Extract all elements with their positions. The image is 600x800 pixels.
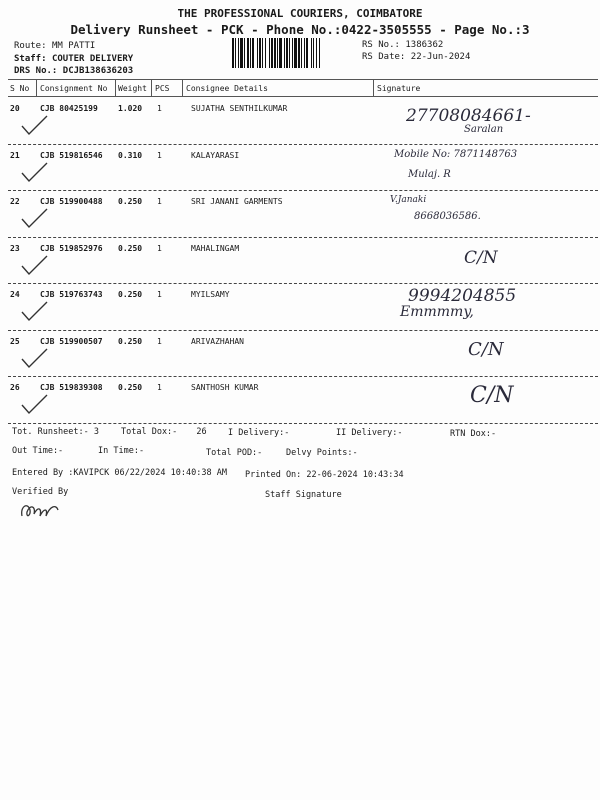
runsheet-title: Delivery Runsheet - PCK - Phone No.:0422-3505555 - Page No.:3 — [70, 22, 530, 37]
check-icon — [20, 254, 50, 276]
table-row — [0, 145, 600, 192]
col-weight-header: Weight — [118, 84, 147, 93]
total-dox-label: Total Dox:- — [121, 427, 178, 437]
table-row — [0, 377, 600, 424]
i-delivery: I Delivery:- — [228, 428, 290, 438]
staff-value: COUTER DELIVERY — [51, 54, 134, 64]
barcode-bar — [265, 38, 266, 68]
rs-no-label: RS No.: — [362, 40, 400, 50]
table-row — [0, 238, 600, 285]
barcode-bar — [244, 38, 245, 68]
row-sno: 20 — [10, 104, 20, 113]
out-time: Out Time:- — [12, 446, 64, 456]
rs-date-label: RS Date: — [362, 52, 406, 62]
row-weight: 1.020 — [118, 104, 143, 113]
table-row — [0, 191, 600, 238]
barcode-bar — [292, 38, 293, 68]
check-icon — [20, 347, 50, 369]
row-consignee: ARIVAZHAHAN — [191, 336, 244, 346]
col-divider — [151, 80, 152, 96]
row-weight: 0.250 — [118, 243, 143, 253]
staff-line — [14, 54, 133, 64]
check-icon — [20, 114, 50, 136]
signature-handwriting: C/N — [464, 247, 498, 268]
table-row — [0, 98, 600, 145]
barcode-bar — [304, 38, 305, 68]
tot-runsheet: Tot. Runsheet:- 3 — [12, 427, 99, 437]
col-sno-header: S No — [10, 84, 30, 93]
row-sno: 24 — [10, 290, 20, 299]
col-divider — [115, 80, 116, 96]
barcode-bar — [284, 38, 285, 68]
row-pcs: 1 — [157, 336, 162, 346]
row-sno: 22 — [10, 197, 20, 206]
check-icon — [20, 207, 50, 229]
route-label: Route: — [14, 41, 47, 51]
check-icon — [20, 393, 50, 415]
col-signature-header: Signature — [377, 84, 421, 93]
col-consignee-header: Consignee Details — [186, 84, 268, 93]
row-consignment-no: CJB 519839308 — [40, 383, 103, 392]
row-consignee: SANTHOSH KUMAR — [191, 383, 259, 392]
barcode-bar — [252, 38, 254, 68]
row-consignee: MAHALINGAM — [191, 243, 240, 253]
row-pcs: 1 — [157, 243, 162, 253]
row-pcs: 1 — [157, 290, 162, 299]
barcode-bar — [271, 38, 273, 68]
barcode-bar — [250, 38, 251, 68]
in-time: In Time:- — [98, 446, 145, 456]
row-sno: 25 — [10, 336, 20, 346]
rs-no-line — [362, 40, 443, 50]
barcode-bar — [240, 38, 243, 68]
row-weight: 0.250 — [118, 336, 143, 346]
row-consignment-no: CJB 519900507 — [40, 336, 103, 346]
drs-label: DRS No.: — [14, 66, 58, 76]
company-name: THE PROFESSIONAL COURIERS, COIMBATORE — [177, 7, 423, 20]
col-consignment-header: Consignment No — [40, 84, 108, 93]
drs-value: DCJB138636203 — [62, 66, 134, 76]
check-stroke — [22, 256, 47, 274]
barcode-bar — [319, 38, 320, 68]
row-consignment-no: CJB 519900488 — [40, 197, 103, 206]
row-consignment-no: CJB 519852976 — [40, 243, 103, 253]
barcode-bar — [286, 38, 288, 68]
barcode-bar — [306, 38, 308, 68]
row-weight: 0.250 — [118, 383, 143, 392]
barcode-bar — [274, 38, 276, 68]
row-consignee: KALAYARASI — [191, 150, 240, 160]
verified-by-label: Verified By — [12, 487, 69, 497]
rs-date-line — [362, 52, 470, 62]
table-top-rule — [8, 79, 598, 80]
row-weight: 0.310 — [118, 150, 143, 160]
row-sno: 21 — [10, 150, 20, 160]
barcode-bar — [277, 38, 278, 68]
barcode-bar — [298, 38, 300, 68]
row-consignee: SRI JANANI GARMENTS — [191, 197, 283, 206]
col-pcs-header: PCS — [155, 84, 170, 93]
row-weight: 0.250 — [118, 290, 143, 299]
barcode-bar — [238, 38, 239, 68]
check-stroke — [22, 163, 47, 181]
rs-no-value: 1386362 — [405, 40, 444, 50]
barcode-bar — [247, 38, 249, 68]
row-sno: 26 — [10, 383, 20, 392]
table-header-rule — [8, 96, 598, 97]
check-icon — [20, 161, 50, 183]
drs-line — [14, 66, 133, 76]
printed-on: Printed On: 22-06-2024 10:43:34 — [245, 470, 404, 480]
signature-handwriting: 27708084661- — [406, 106, 531, 126]
check-stroke — [22, 116, 47, 134]
delvy-points: Delvy Points:- — [286, 448, 358, 458]
barcode-bar — [257, 38, 258, 68]
row-pcs: 1 — [157, 197, 162, 206]
row-pcs: 1 — [157, 104, 162, 113]
row-consignment-no: CJB 519816546 — [40, 150, 103, 160]
check-stroke — [22, 349, 47, 367]
barcode-bar — [232, 38, 234, 68]
row-separator — [8, 423, 598, 424]
signature-handwriting-secondary: Saralan — [464, 124, 504, 135]
signature-handwriting: Mobile No: 7871148763 — [394, 148, 518, 160]
rtn-dox: RTN Dox:- — [450, 429, 497, 439]
row-pcs: 1 — [157, 150, 162, 160]
staff-signature-label: Staff Signature — [265, 490, 342, 500]
verifier-signature — [18, 498, 62, 522]
row-consignee: SUJATHA SENTHILKUMAR — [191, 104, 288, 113]
barcode-bar — [313, 38, 314, 68]
row-weight: 0.250 — [118, 197, 143, 206]
table-row — [0, 284, 600, 331]
row-consignment-no: CJB 80425199 — [40, 104, 98, 113]
signature-handwriting: V.Janaki — [390, 195, 427, 205]
signature-handwriting: C/N — [468, 338, 504, 360]
barcode-bar — [262, 38, 263, 68]
barcode-bar — [294, 38, 297, 68]
row-pcs: 1 — [157, 383, 162, 392]
signature-handwriting-secondary: Emmmmy, — [400, 304, 474, 320]
barcode-bar — [259, 38, 261, 68]
staff-label: Staff: — [14, 54, 47, 64]
rs-date-value: 22-Jun-2024 — [410, 52, 471, 62]
total-dox-value: 26 — [196, 427, 207, 437]
barcode-bar — [316, 38, 317, 68]
signature-handwriting-secondary: 8668036586. — [414, 211, 481, 222]
entered-by: Entered By :KAVIPCK 06/22/2024 10:40:38 AM — [12, 468, 227, 478]
barcode-image — [231, 38, 355, 68]
table-row — [0, 331, 600, 378]
total-pod: Total POD:- — [206, 448, 263, 458]
col-divider — [36, 80, 37, 96]
row-sno: 23 — [10, 243, 20, 253]
check-stroke — [22, 209, 47, 227]
barcode-bar — [279, 38, 282, 68]
check-stroke — [22, 302, 47, 320]
barcode-bar — [289, 38, 290, 68]
barcode-bar — [311, 38, 312, 68]
col-divider — [373, 80, 374, 96]
row-consignment-no: CJB 519763743 — [40, 290, 103, 299]
barcode-bar — [235, 38, 236, 68]
barcode-bar — [269, 38, 270, 68]
signature-handwriting: 9994204855 — [408, 286, 517, 306]
route-value: MM PATTI — [51, 41, 96, 51]
barcode-bar — [301, 38, 302, 68]
route-line — [14, 41, 95, 51]
check-icon — [20, 300, 50, 322]
signature-handwriting-secondary: Mulaj. R — [408, 168, 451, 180]
total-dox — [121, 427, 207, 437]
signature-handwriting: C/N — [470, 383, 514, 408]
row-consignee: MYILSAMY — [191, 290, 230, 299]
ii-delivery: II Delivery:- — [336, 428, 403, 438]
col-divider — [182, 80, 183, 96]
check-stroke — [22, 395, 47, 413]
